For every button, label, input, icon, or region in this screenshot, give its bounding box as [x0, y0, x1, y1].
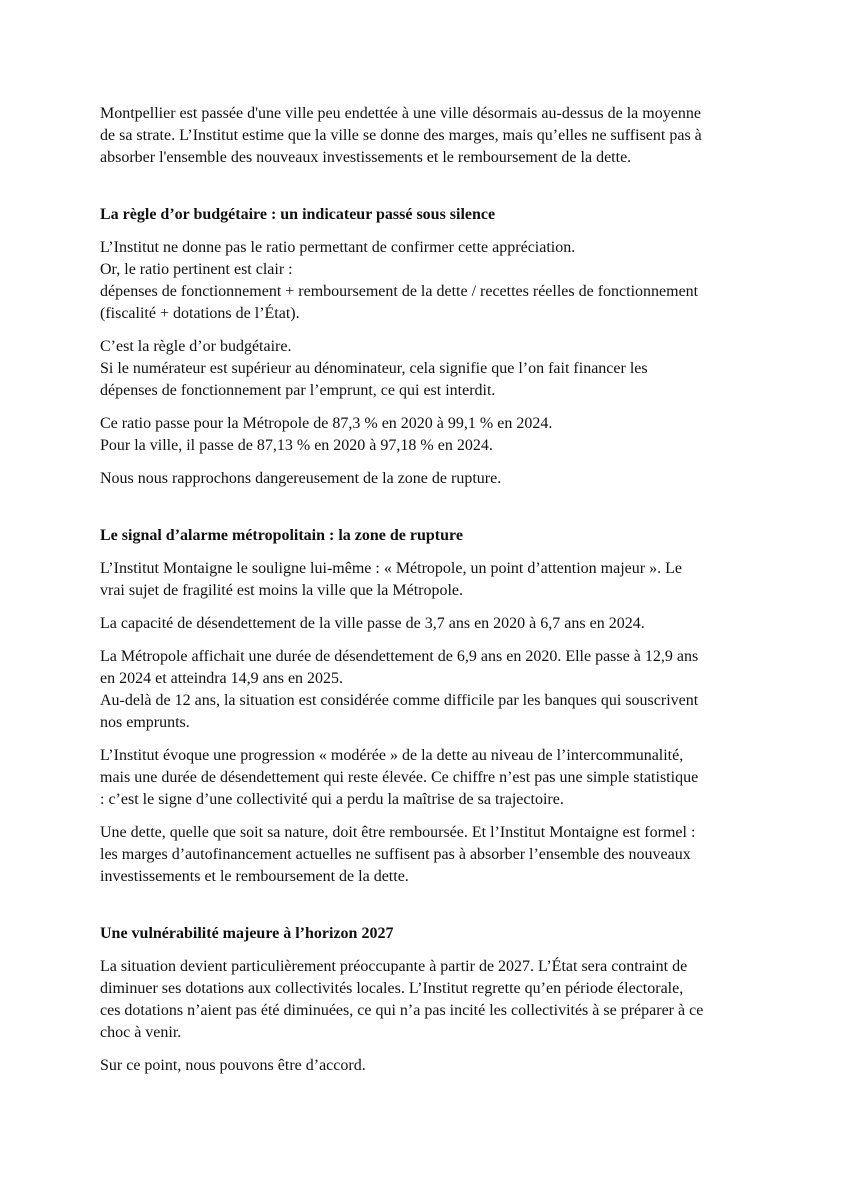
text-line: La situation devient particulièrement préoccupante à partir de 2027. L’État sera contraint de — [100, 958, 688, 975]
text-line: Une dette, quelle que soit sa nature, doit être remboursée. Et l’Institut Montaigne est formel : — [100, 824, 696, 841]
text-line: dépenses de fonctionnement + remboursement de la dette / recettes réelles de fonctionnement — [100, 283, 699, 300]
text-line: Montpellier est passée d'une ville peu endettée à une ville désormais au-dessus de la moyenne — [100, 105, 701, 122]
text-line: nos emprunts. — [100, 714, 190, 731]
text-line: La Métropole affichait une durée de désendettement de 6,9 ans en 2020. Elle passe à 12,9 ans — [100, 648, 699, 665]
section-heading-regle-or: La règle d’or budgétaire : un indicateur passé sous silence — [100, 206, 496, 223]
intro-paragraph — [100, 103, 752, 169]
document-body — [100, 103, 752, 1088]
text-line: choc à venir. — [100, 1024, 182, 1041]
paragraph — [100, 1055, 752, 1077]
text-line: de sa strate. L’Institut estime que la ville se donne des marges, mais qu’elles ne suffisent pas à — [100, 127, 702, 144]
text-line: La capacité de désendettement de la ville passe de 3,7 ans en 2020 à 6,7 ans en 2024. — [100, 615, 645, 632]
text-line: Pour la ville, il passe de 87,13 % en 2020 à 97,18 % en 2024. — [100, 437, 493, 454]
text-line: L’Institut évoque une progression « modérée » de la dette au niveau de l’intercommunalité, — [100, 747, 684, 764]
section-spacer — [100, 180, 752, 204]
text-line: Sur ce point, nous pouvons être d’accord. — [100, 1057, 366, 1074]
paragraph — [100, 613, 752, 635]
text-line: en 2024 et atteindra 14,9 ans en 2025. — [100, 670, 344, 687]
text-line: mais une durée de désendettement qui reste élevée. Ce chiffre n’est pas une simple statistique — [100, 769, 699, 786]
section-spacer — [100, 899, 752, 923]
paragraph — [100, 558, 752, 602]
paragraph — [100, 745, 752, 811]
paragraph — [100, 822, 752, 888]
section-spacer — [100, 501, 752, 525]
text-line: vrai sujet de fragilité est moins la ville que la Métropole. — [100, 582, 464, 599]
text-line: Au-delà de 12 ans, la situation est considérée comme difficile par les banques qui souscrivent — [100, 692, 699, 709]
section-heading-vulnerabilite: Une vulnérabilité majeure à l’horizon 2027 — [100, 925, 394, 942]
text-line: Or, le ratio pertinent est clair : — [100, 261, 293, 278]
paragraph — [100, 468, 752, 490]
text-line: ces dotations n’aient pas été diminuées, ce qui n’a pas incité les collectivités à se préparer à ce — [100, 1002, 704, 1019]
text-line: L’Institut Montaigne le souligne lui-même : « Métropole, un point d’attention majeur ». Le — [100, 560, 682, 577]
text-line: L’Institut ne donne pas le ratio permettant de confirmer cette appréciation. — [100, 239, 576, 256]
paragraph — [100, 956, 752, 1044]
text-line: Si le numérateur est supérieur au dénominateur, cela signifie que l’on fait financer les — [100, 360, 648, 377]
paragraph — [100, 336, 752, 402]
text-line: absorber l'ensemble des nouveaux investissements et le remboursement de la dette. — [100, 149, 632, 166]
text-line: investissements et le remboursement de la dette. — [100, 868, 409, 885]
paragraph — [100, 237, 752, 325]
paragraph — [100, 413, 752, 457]
text-line: dépenses de fonctionnement par l’emprunt, ce qui est interdit. — [100, 382, 496, 399]
paragraph — [100, 646, 752, 734]
text-line: C’est la règle d’or budgétaire. — [100, 338, 292, 355]
text-line: (fiscalité + dotations de l’État). — [100, 305, 300, 322]
text-line: diminuer ses dotations aux collectivités locales. L’Institut regrette qu’en période électorale, — [100, 980, 684, 997]
text-line: les marges d’autofinancement actuelles ne suffisent pas à absorber l’ensemble des nouveaux — [100, 846, 691, 863]
text-line: : c’est le signe d’une collectivité qui a perdu la maîtrise de sa trajectoire. — [100, 791, 564, 808]
section-heading-signal-alarme: Le signal d’alarme métropolitain : la zone de rupture — [100, 527, 463, 544]
text-line: Nous nous rapprochons dangereusement de la zone de rupture. — [100, 470, 502, 487]
text-line: Ce ratio passe pour la Métropole de 87,3 % en 2020 à 99,1 % en 2024. — [100, 415, 553, 432]
